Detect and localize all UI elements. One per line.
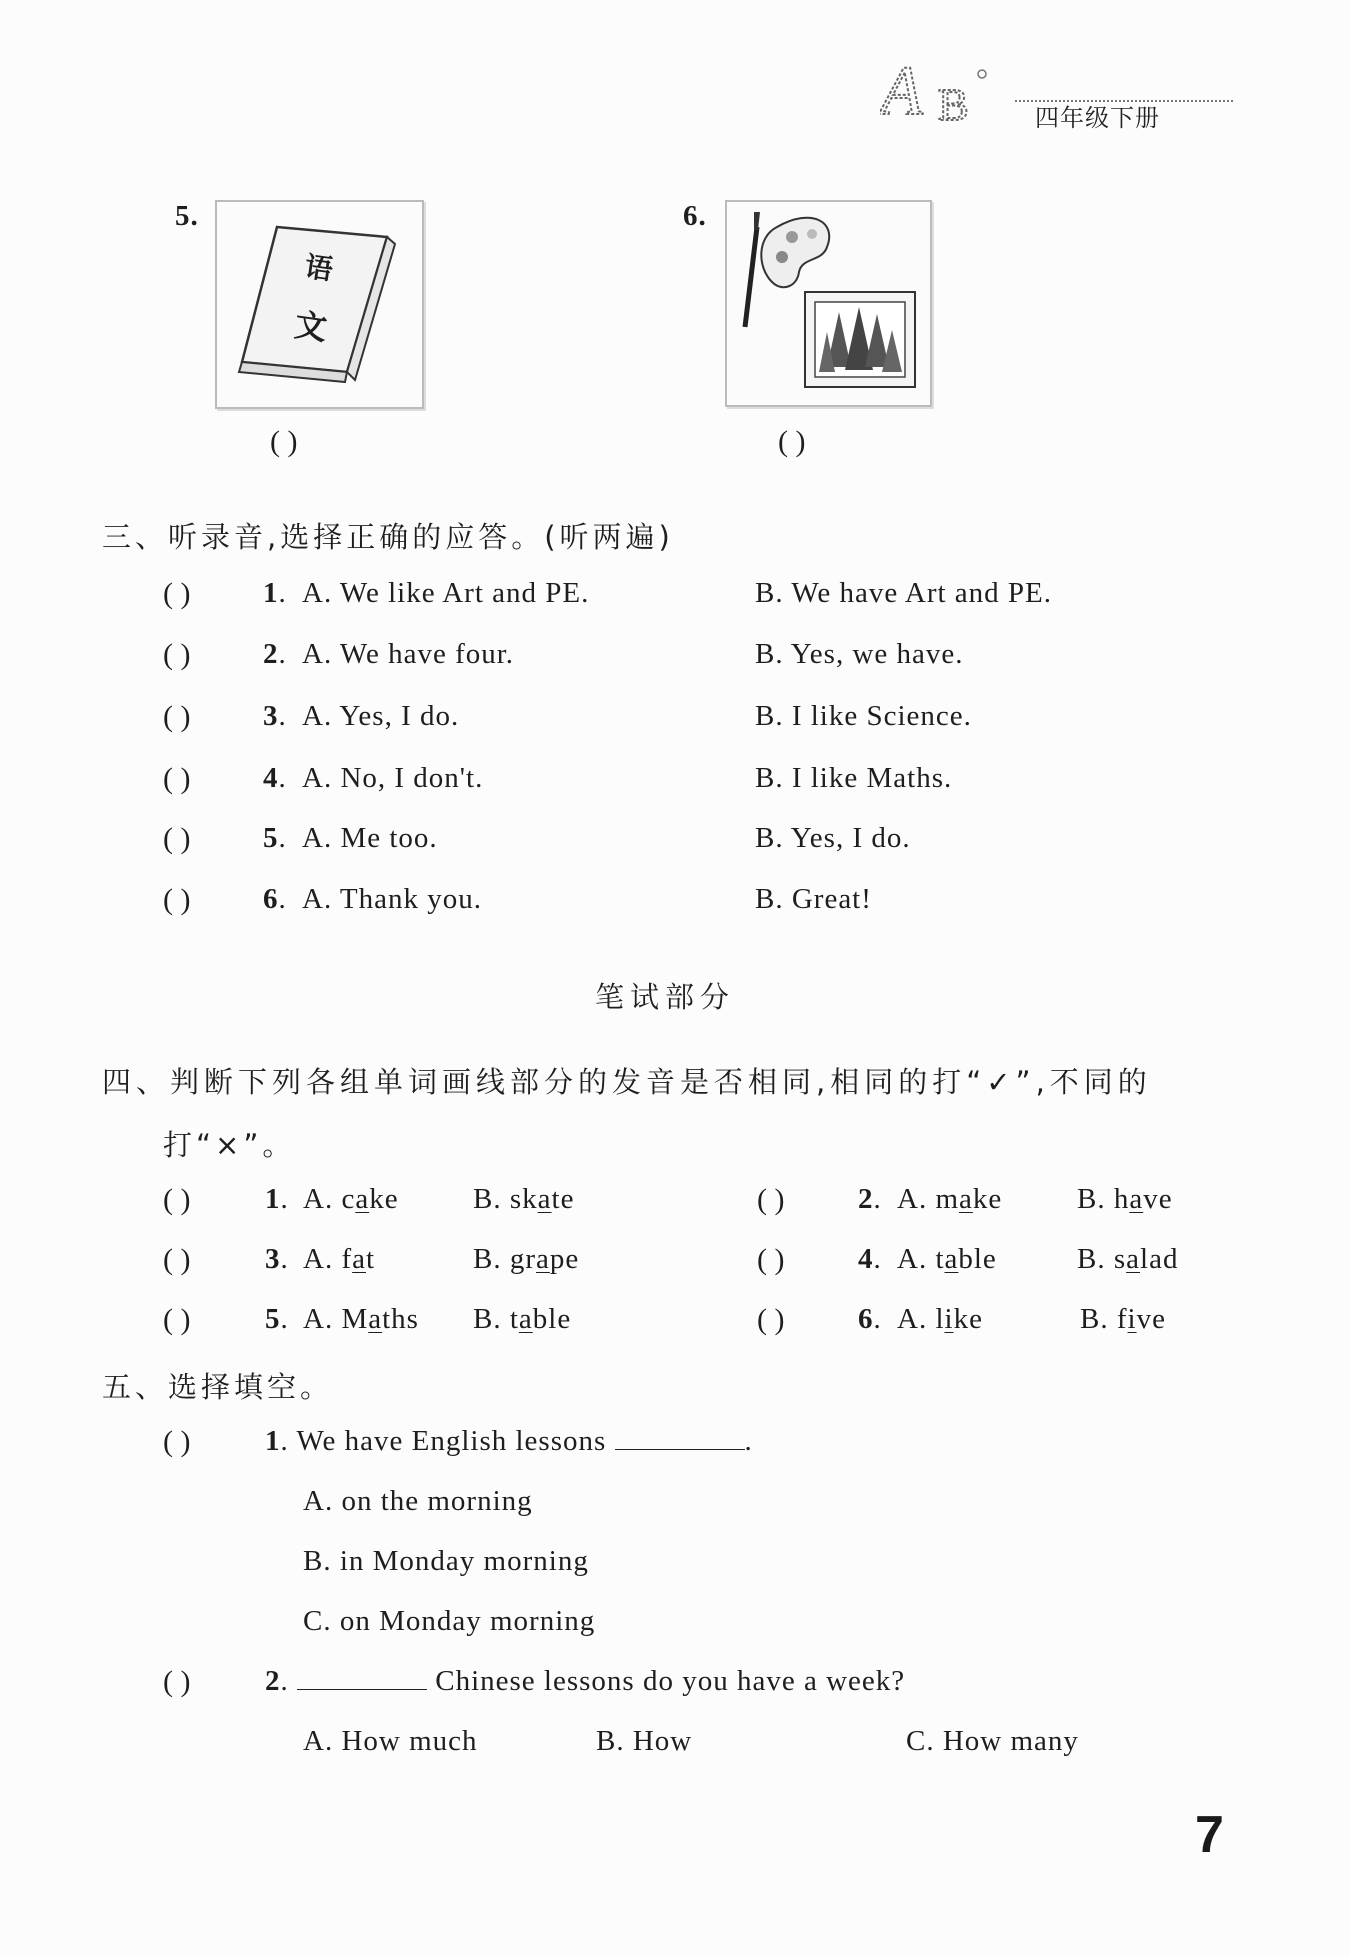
answer-bracket[interactable]: ( ) [163, 577, 191, 610]
item-num: 4 [263, 762, 279, 794]
word-b [473, 1303, 571, 1336]
item-num: 4 [858, 1243, 874, 1275]
answer-bracket[interactable]: ( ) [163, 822, 191, 855]
picture-5-number: 5. [175, 200, 199, 232]
word-b-underlined: a [536, 1243, 550, 1275]
answer-bracket[interactable]: ( ) [163, 700, 191, 733]
word-b-pre: B. gr [473, 1243, 536, 1275]
word-a-underlined: a [368, 1303, 383, 1335]
art-palette-painting-icon [727, 202, 930, 405]
word-b-pre: B. f [1080, 1303, 1128, 1335]
picture-6-frame [725, 200, 932, 407]
answer-bracket[interactable]: ( ) [757, 1243, 785, 1276]
word-b-pre: B. s [1077, 1243, 1127, 1275]
option-b: B. I like Maths. [755, 762, 953, 794]
answer-bracket[interactable]: ( ) [163, 762, 191, 795]
book-title-char-2: 文 [292, 305, 334, 349]
item-num: 3 [263, 700, 279, 732]
word-b-underlined: a [1126, 1243, 1141, 1275]
word-a-underlined: a [959, 1183, 973, 1215]
item-num: 5 [263, 822, 279, 854]
stem-end: . [744, 1425, 753, 1457]
header-grade-label: 四年级下册 [1035, 104, 1160, 132]
list-item-number: 4. [263, 762, 287, 794]
item-num: 1 [265, 1183, 281, 1215]
option-b: B. Yes, I do. [755, 822, 911, 854]
word-a-post: ths [382, 1303, 419, 1335]
answer-bracket[interactable]: ( ) [163, 1665, 191, 1698]
option-a: A. Thank you. [302, 883, 483, 915]
list-item-number: 3. [265, 1243, 289, 1275]
list-item-number: 5. [265, 1303, 289, 1335]
word-b [1077, 1243, 1178, 1276]
option-a: A. We have four. [302, 638, 515, 670]
answer-bracket[interactable]: ( ) [757, 1303, 785, 1336]
answer-bracket[interactable]: ( ) [163, 1425, 191, 1458]
stem-text: . We have English lessons [280, 1425, 615, 1457]
page-number: 7 [1195, 1806, 1224, 1864]
word-b [1080, 1303, 1166, 1336]
word-b-pre: B. sk [473, 1183, 538, 1215]
list-item-number: 2. [858, 1183, 882, 1215]
list-item-number: 5. [263, 822, 287, 854]
word-a-post: ke [972, 1183, 1003, 1215]
item-num: 3 [265, 1243, 281, 1275]
stem-text: Chinese lessons do you have a week? [427, 1665, 906, 1697]
word-b-underlined: a [537, 1183, 552, 1215]
list-item-number: 6. [263, 883, 287, 915]
word-a-underlined: a [352, 1243, 366, 1275]
word-b [473, 1183, 574, 1216]
word-b-post: ve [1143, 1183, 1173, 1215]
option-a: A. How much [303, 1725, 478, 1757]
word-a [897, 1183, 1002, 1216]
question-2-stem: 2. Chinese lessons do you have a week? [265, 1665, 906, 1697]
word-a-pre: A. c [303, 1183, 356, 1215]
word-a-post: ke [953, 1303, 983, 1335]
answer-bracket[interactable]: ( ) [163, 1183, 191, 1216]
word-a-pre: A. M [303, 1303, 369, 1335]
question-1-stem [265, 1425, 753, 1458]
word-a-post: t [365, 1243, 376, 1275]
answer-bracket[interactable]: ( ) [163, 883, 191, 916]
word-b-underlined: a [518, 1303, 533, 1335]
list-item-number: 1. [265, 1183, 289, 1215]
written-part-heading: 笔试部分 [595, 980, 736, 1014]
option-b: B. How [596, 1725, 693, 1757]
word-a [303, 1183, 399, 1216]
word-b [473, 1243, 579, 1276]
answer-bracket[interactable]: ( ) [163, 1243, 191, 1276]
word-b-post: pe [549, 1243, 580, 1275]
list-item-number: 3. [263, 700, 287, 732]
picture-6-answer[interactable]: ( ) [778, 425, 806, 458]
word-a-pre: A. l [897, 1303, 945, 1335]
word-b-underlined: i [1127, 1303, 1137, 1335]
answer-bracket[interactable]: ( ) [163, 1303, 191, 1336]
word-a-underlined: a [944, 1243, 959, 1275]
option-a: A. on the morning [303, 1485, 533, 1517]
fill-blank[interactable] [297, 1665, 427, 1690]
option-c: C. How many [906, 1725, 1079, 1757]
word-a [303, 1303, 419, 1336]
item-num: 2 [858, 1183, 874, 1215]
book-title-char-1: 语 [302, 249, 339, 288]
option-b: B. Yes, we have. [755, 638, 964, 670]
fill-blank[interactable] [615, 1425, 745, 1450]
svg-text:A: A [880, 53, 923, 130]
option-b: B. We have Art and PE. [755, 577, 1053, 609]
word-b-post: te [551, 1183, 575, 1215]
word-a-pre: A. f [303, 1243, 353, 1275]
list-item-number: 2. [263, 638, 287, 670]
answer-bracket[interactable]: ( ) [757, 1183, 785, 1216]
item-num: 6 [858, 1303, 874, 1335]
ab-logo-icon [880, 52, 1030, 132]
word-a-pre: A. t [897, 1243, 945, 1275]
option-a: A. We like Art and PE. [302, 577, 590, 609]
picture-6-number: 6. [683, 200, 707, 232]
picture-5-answer[interactable]: ( ) [270, 425, 298, 458]
option-b: B. Great! [755, 883, 872, 915]
word-b-post: ble [532, 1303, 572, 1335]
list-item-number: 4. [858, 1243, 882, 1275]
option-a: A. No, I don't. [302, 762, 484, 794]
option-b: B. I like Science. [755, 700, 972, 732]
item-num: 5 [265, 1303, 281, 1335]
word-b-pre: B. t [473, 1303, 519, 1335]
item-num: 2 [263, 638, 279, 670]
section-3-title: 三、听录音,选择正确的应答。(听两遍) [102, 520, 674, 554]
picture-5-frame [215, 200, 424, 409]
word-b-post: lad [1140, 1243, 1179, 1275]
word-a [897, 1243, 997, 1276]
option-a: A. Yes, I do. [302, 700, 460, 732]
list-item-number: 1. [263, 577, 287, 609]
list-item-number: 6. [858, 1303, 882, 1335]
word-b-post: ve [1136, 1303, 1166, 1335]
word-a-pre: A. m [897, 1183, 959, 1215]
item-num: 1 [263, 577, 279, 609]
svg-text:B: B [938, 79, 969, 130]
option-c: C. on Monday morning [303, 1605, 596, 1637]
word-a [303, 1243, 375, 1276]
word-a-underlined: a [355, 1183, 370, 1215]
section-4-title-line2: 打“×”。 [163, 1128, 296, 1162]
word-b-pre: B. h [1077, 1183, 1130, 1215]
item-num: 6 [263, 883, 279, 915]
section-4-title-line1: 四、判断下列各组单词画线部分的发音是否相同,相同的打“✓”,不同的 [102, 1065, 1152, 1099]
section-5-title: 五、选择填空。 [102, 1370, 334, 1404]
word-b-underlined: a [1129, 1183, 1144, 1215]
option-a: A. Me too. [302, 822, 438, 854]
item-num: 1 [265, 1425, 281, 1457]
word-b [1077, 1183, 1173, 1216]
answer-bracket[interactable]: ( ) [163, 638, 191, 671]
word-a [897, 1303, 983, 1336]
item-num: 2 [265, 1665, 281, 1697]
word-a-underlined: i [944, 1303, 954, 1335]
word-a-post: ke [369, 1183, 399, 1215]
word-a-post: ble [958, 1243, 997, 1275]
option-b: B. in Monday morning [303, 1545, 589, 1577]
